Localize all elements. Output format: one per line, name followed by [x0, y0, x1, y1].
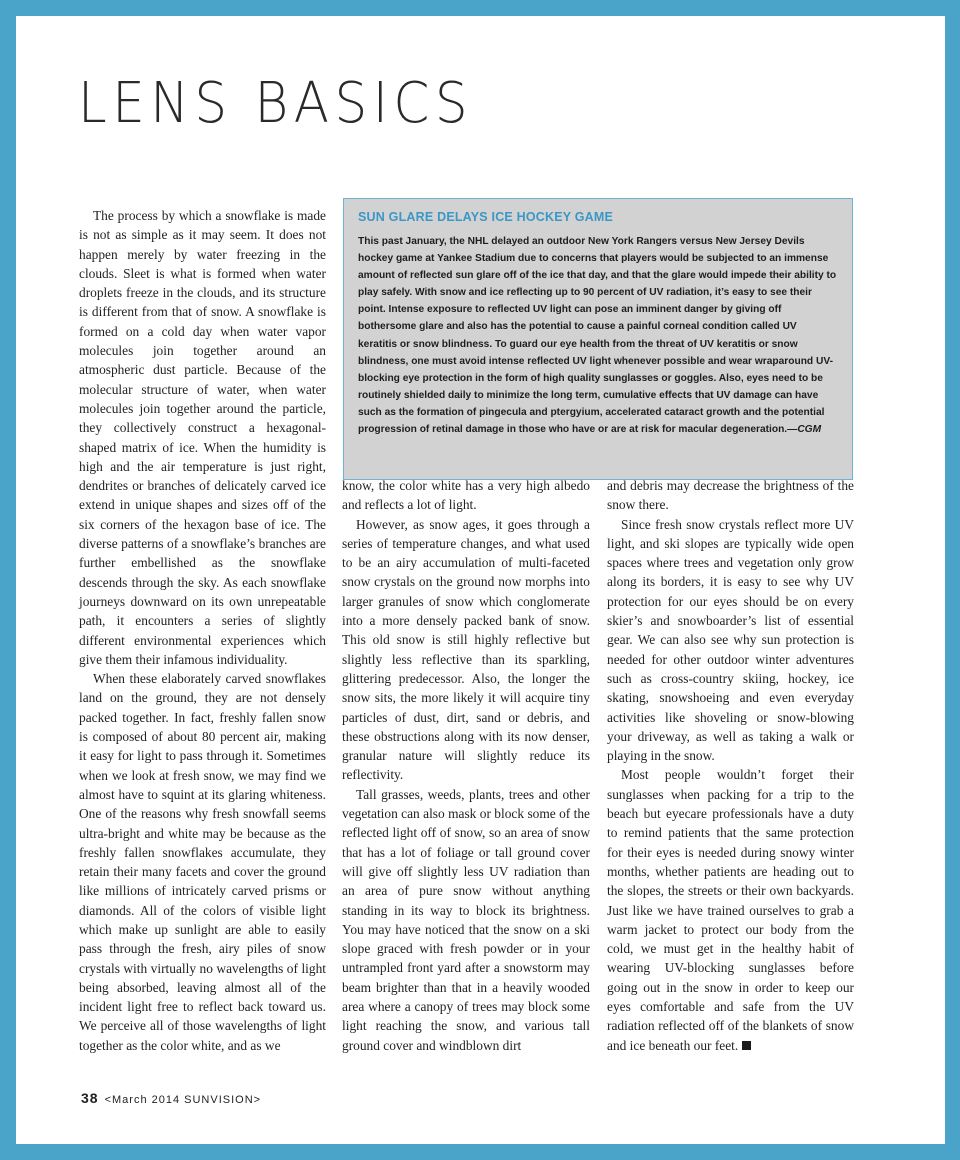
paragraph: The process by which a snowflake is made is not as simple as it may seem. It does not happen merely by water freezing in the clouds. Sleet is what is formed when water droplets freeze in the clouds, and its structure is different from that of snow. A snowflake is formed on a cold day when water vapor molecules join together around an atmospheric dust particle. Because of the molecular structure of water, when water molecules join together around the particle, they collectively construct a hexagonal-shaped matrix of ice. When the humidity is high and the air temperature is just right, dendrites or branches of delicately carved ice extend in unique shapes and sizes off of the six corners of the hexagon base of ice. The diverse patterns of a snowflake’s branches are further embellished as the snowflake descends through the sky. As each snowflake journeys downward on its own unrepeatable path, it encounters a series of slightly different environmental experiences which give them their infamous individuality.: [79, 208, 326, 667]
page-footer: [81, 1090, 261, 1106]
paragraph: [607, 765, 854, 1054]
paragraph: However, as snow ages, it goes through a series of temperature changes, and what used to be an airy accumulation of multi-faceted snow crystals on the ground now morphs into larger granules of snow which conglomerate into a more densely packed bank of snow. This old snow is still highly reflective but slightly less reflective than its sparkling, glittering predecessor. Also, the longer the snow sits, the more likely it will acquire tiny particles of dust, dirt, sand or debris, and these obstructions along with its now denser, granular nature will slightly reduce its reflectivity.: [342, 516, 590, 783]
sidebar-title: SUN GLARE DELAYS ICE HOCKEY GAME: [358, 210, 614, 224]
sidebar-body: This past January, the NHL delayed an outdoor New York Rangers versus New Jersey Devils hockey game at Yankee Stadium due to concerns that players would be subjected to an immense amount of reflected sun glare off of the ice that day, and that the glare would impede their ability to play safely. With snow and ice reflecting up to 90 percent of UV radiation, it’s easy to see their point. Intense exposure to reflected UV light can pose an imminent danger by giving off bothersome glare and also has the potential to cause a painful corneal condition called UV keratitis or snow blindness. To guard our eye health from the threat of UV keratitis or snow blindness, one must avoid intense reflected UV light whenever possible and wear wraparound UV-blocking eye protection in the form of high quality sunglasses or goggles. Also, eyes need to be routinely shielded daily to minimize the long term, cumulative effects that UV damage can have such as the formation of pingecula and ptergyium, accelerated cataract growth and the potential progression of retinal damage in those who have or are at risk for macular degeneration.: [358, 236, 837, 436]
sidebar-box: [343, 198, 853, 480]
text-column-3: [607, 476, 854, 1055]
paragraph-text: Most people wouldn’t forget their sunglasses when packing for a trip to the beach but eyecare professionals have a duty to remind patients that the same protection for their eyes is needed during snowy winter months, whether patients are heading out to the slopes, the streets or their own backyards. Just like we have trained ourselves to grab a warm jacket to protect our body from the cold, we must get in the healthy habit of wearing UV-blocking sunglasses before going out in the snow in order to keep our eyes comfortable and safe from the UV radiation reflected off of the blankets of snow and ice beneath our feet.: [607, 767, 854, 1053]
page-number: 38: [81, 1090, 99, 1106]
sidebar-text: [358, 233, 838, 438]
issue-label: <March 2014 SUNVISION>: [104, 1094, 262, 1106]
end-mark-icon: [742, 1041, 751, 1050]
text-column-2: [342, 476, 590, 1055]
sidebar-signature: —CGM: [787, 424, 822, 436]
paragraph: know, the color white has a very high albedo and reflects a lot of light.: [342, 478, 590, 513]
magazine-page: [16, 16, 945, 1144]
paragraph: Tall grasses, weeds, plants, trees and other vegetation can also mask or block some of the reflected light off of snow, so an area of snow that has a lot of foliage or tall ground cover will give off slightly less UV radiation than an area of pure snow without anything standing in its way to block its brightness. You may have noticed that the snow on a ski slope graced with fresh powder or in your untrampled front yard after a snowstorm may beam brighter than that in a heavily wooded area where a canopy of trees may block some light reaching the snow, and various tall ground cover and windblown dirt: [342, 786, 590, 1053]
paragraph: and debris may decrease the brightness of the snow there.: [607, 478, 854, 513]
paragraph: When these elaborately carved snowflakes land on the ground, they are not densely packed together. In fact, freshly fallen snow is composed of about 80 percent air, making it easy for light to pass through it. Sometimes when we look at fresh snow, we may find we almost have to squint at its glaring whiteness. One of the reasons why fresh snowfall seems ultra-bright and white may be because as the freshly fallen snowflakes accumulate, they retain their many facets and cover the ground like millions of intricately carved prisms or diamonds. All of the colors of visible light which make up sunlight are able to easily pass through the fresh, airy piles of snow crystals with virtually no wavelengths of light being absorbed, leaving almost all of the incident light free to reflect back toward us. We perceive all of those wavelengths of light together as the color white, and as we: [79, 671, 326, 1053]
paragraph: Since fresh snow crystals reflect more UV light, and ski slopes are typically wide open spaces where trees and vegetation only grow along its borders, it is easy to see why UV protection for our eyes should be on every skier’s and snowboarder’s list of essential gear. We can also see why sun protection is needed for other outdoor winter adventures such as cross-country skiing, hockey, ice skating, snowshoeing and even everyday activities like shoveling or snow-blowing your driveway, as well as taking a walk or playing in the snow.: [607, 516, 854, 764]
text-column-1: [79, 206, 326, 1055]
page-title: LENS BASICS: [78, 71, 474, 136]
